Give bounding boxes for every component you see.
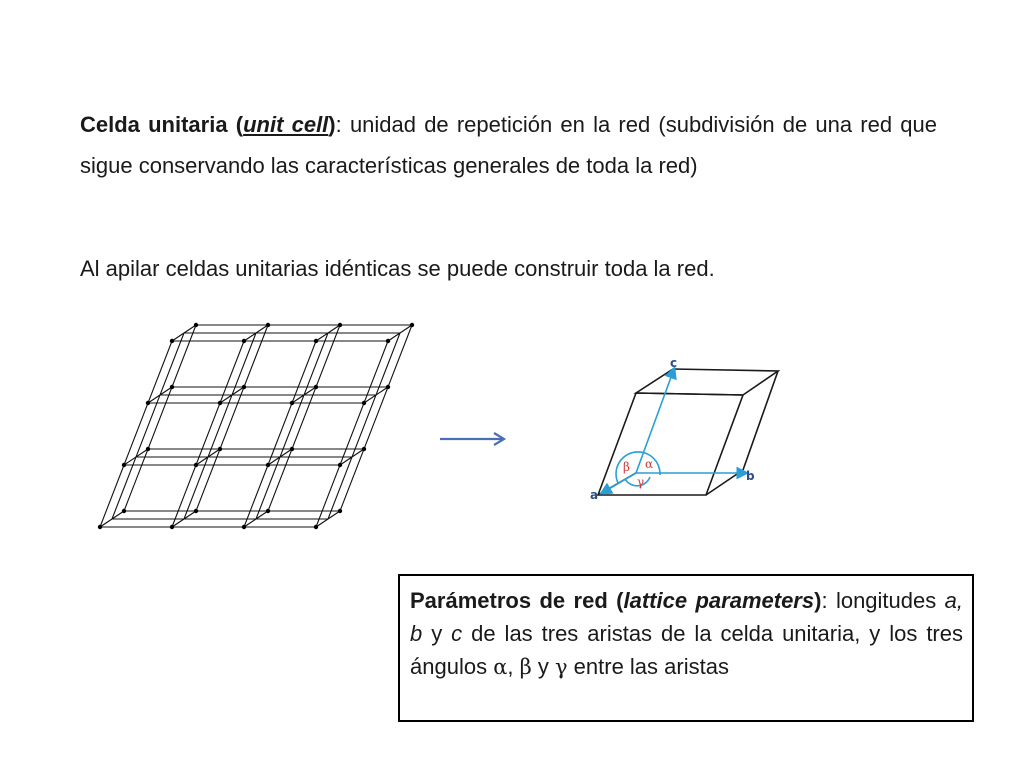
lattice-point	[314, 339, 318, 343]
lattice-point	[146, 401, 150, 405]
lattice-point	[338, 323, 342, 327]
unit-cell-term-en: unit cell	[243, 112, 329, 137]
lattice-point	[194, 463, 198, 467]
lattice-point	[362, 447, 366, 451]
alpha-symbol: α	[493, 655, 508, 679]
unit-cell-definition: Celda unitaria (unit cell): unidad de repetición en la red (subdivisión de una red que sigue conservando las características generales de toda la red)	[80, 112, 937, 178]
lattice-line	[112, 333, 184, 519]
lattice-point	[194, 509, 198, 513]
label-c: c	[670, 356, 678, 370]
lattice-point	[146, 447, 150, 451]
lattice-parameters-term: Parámetros de red (lattice parameters)	[410, 588, 822, 613]
label-beta: β	[623, 460, 630, 474]
stacking-text: Al apilar celdas unitarias idénticas se puede construir toda la red.	[80, 256, 715, 281]
gamma-symbol: γ	[554, 655, 568, 679]
lattice-point	[314, 525, 318, 529]
lattice-point	[170, 339, 174, 343]
axis-c	[636, 369, 674, 473]
lattice-point	[338, 463, 342, 467]
transform-arrow	[436, 428, 512, 452]
lattice-point	[242, 525, 246, 529]
cell-axes	[602, 369, 746, 493]
lattice-line	[328, 333, 400, 519]
lattice-point	[218, 401, 222, 405]
lattice-point	[266, 509, 270, 513]
lattice-line	[316, 341, 388, 527]
lattice-parameters-text: Parámetros de red (lattice parameters): longitudes a, b y c de las tres aristas de la celda unitaria, y los tres ángulos α, β y γ entre las aristas	[410, 588, 964, 679]
unit-cell-diagram	[588, 355, 808, 515]
lattice-point	[242, 339, 246, 343]
lattice-point	[122, 509, 126, 513]
lattice-point	[122, 463, 126, 467]
lattice-line	[172, 341, 244, 527]
unit-cell-term: Celda unitaria (unit cell)	[80, 112, 336, 137]
lattice-point	[266, 463, 270, 467]
axis-a	[602, 473, 636, 493]
lattice-point	[386, 339, 390, 343]
label-a: a	[590, 488, 599, 502]
lattice-line	[196, 325, 268, 511]
lattice-point	[98, 525, 102, 529]
lattice-point	[170, 525, 174, 529]
lattice-line	[124, 325, 196, 511]
lattice-point	[170, 385, 174, 389]
lattice-point	[194, 323, 198, 327]
lattice-line	[184, 333, 256, 519]
lattice-line	[244, 341, 316, 527]
lattice-point	[290, 447, 294, 451]
lattice-point	[266, 323, 270, 327]
lattice-point	[410, 323, 414, 327]
definition-text: unidad de repetición en la red (subdivisión de una red que sigue conservando las características generales de toda la red)	[80, 112, 937, 178]
lattice-point	[314, 385, 318, 389]
lattice-parameters-box	[398, 574, 974, 722]
lattice-point	[290, 401, 294, 405]
lattice-diagram	[88, 322, 418, 534]
lattice-point	[386, 385, 390, 389]
lattice-line	[340, 325, 412, 511]
lattice-point	[362, 401, 366, 405]
beta-symbol: β	[519, 655, 532, 679]
lattice-line	[268, 325, 340, 511]
label-alpha: α	[645, 457, 654, 471]
lattice-point	[242, 385, 246, 389]
lattice-line	[100, 341, 172, 527]
label-gamma: γ	[637, 475, 645, 489]
lattice-line	[256, 333, 328, 519]
lattice-point	[338, 509, 342, 513]
lattice-point	[218, 447, 222, 451]
label-b: b	[746, 469, 755, 483]
